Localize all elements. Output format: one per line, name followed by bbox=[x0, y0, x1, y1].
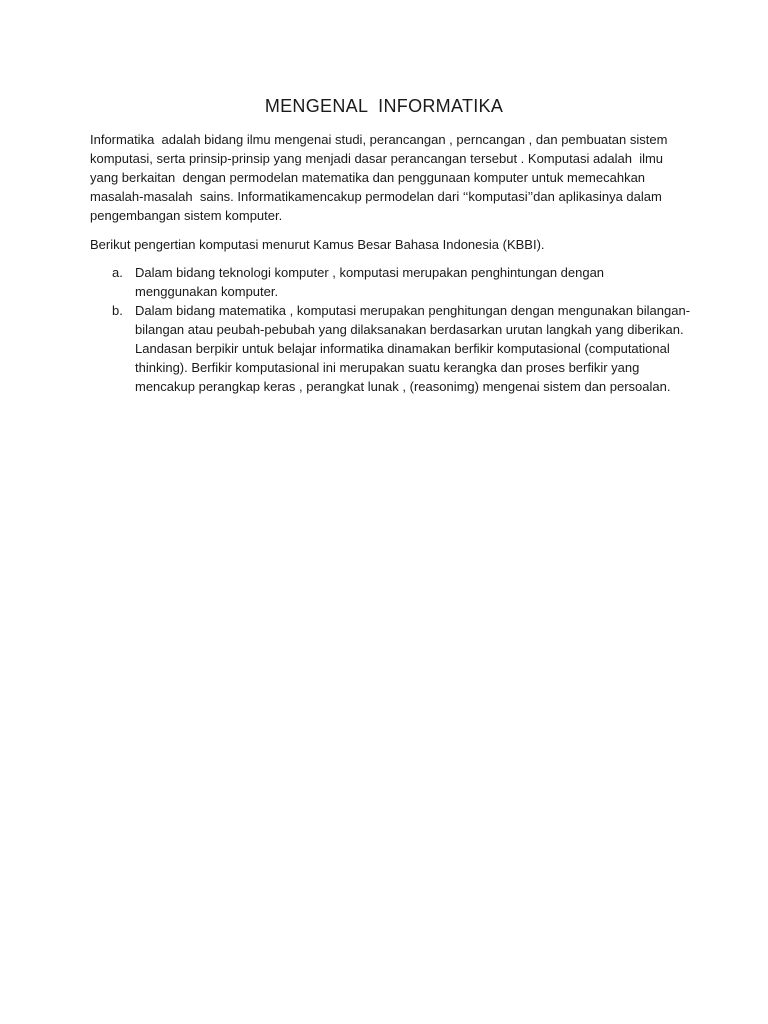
paragraph-line: komputasi, serta prinsip-prinsip yang menjadi dasar perancangan tersebut . Komputasi adalah ilmu bbox=[90, 151, 664, 166]
list-item-line: thinking). Berfikir komputasional ini merupakan suatu kerangka dan proses berfikir yang bbox=[135, 360, 640, 375]
list-marker: b. bbox=[112, 303, 123, 318]
list-item-line: Landasan berpikir untuk belajar informatika dinamakan berfikir komputasional (computational bbox=[135, 341, 670, 356]
list-item-line: Dalam bidang teknologi komputer , komputasi merupakan penghintungan dengan bbox=[135, 265, 605, 280]
paragraph-line: pengembangan sistem komputer. bbox=[90, 208, 283, 223]
kbbi-intro-paragraph: Berikut pengertian komputasi menurut Kamus Besar Bahasa Indonesia (KBBI). bbox=[90, 237, 545, 252]
list-item-b bbox=[90, 301, 690, 396]
intro-paragraph bbox=[90, 130, 690, 225]
list-item-line: menggunakan komputer. bbox=[135, 284, 279, 299]
list-item-line: mencakup perangkap keras , perangkat lunak , (reasonimg) mengenai sistem dan persoalan. bbox=[135, 379, 671, 394]
list-item-a bbox=[90, 263, 690, 301]
document-title: MENGENAL INFORMATIKA bbox=[264, 96, 504, 116]
paragraph-line: Informatika adalah bidang ilmu mengenai studi, perancangan , perncangan , dan pembuatan sistem bbox=[90, 132, 668, 147]
list-item-line: Dalam bidang matematika , komputasi merupakan penghitungan dengan mengunakan bilangan- bbox=[135, 303, 691, 318]
paragraph-line: masalah-masalah sains. Informatikamencakup permodelan dari ‘‘komputasi’’dan aplikasinya dalam bbox=[90, 189, 662, 204]
list-item-line: bilangan atau peubah-pebubah yang dilaksanakan berdasarkan urutan langkah yang diberikan. bbox=[135, 322, 684, 337]
list-marker: a. bbox=[112, 265, 123, 280]
definition-list bbox=[90, 263, 690, 396]
paragraph-line: yang berkaitan dengan permodelan matematika dan penggunaan komputer untuk memecahkan bbox=[90, 170, 646, 185]
